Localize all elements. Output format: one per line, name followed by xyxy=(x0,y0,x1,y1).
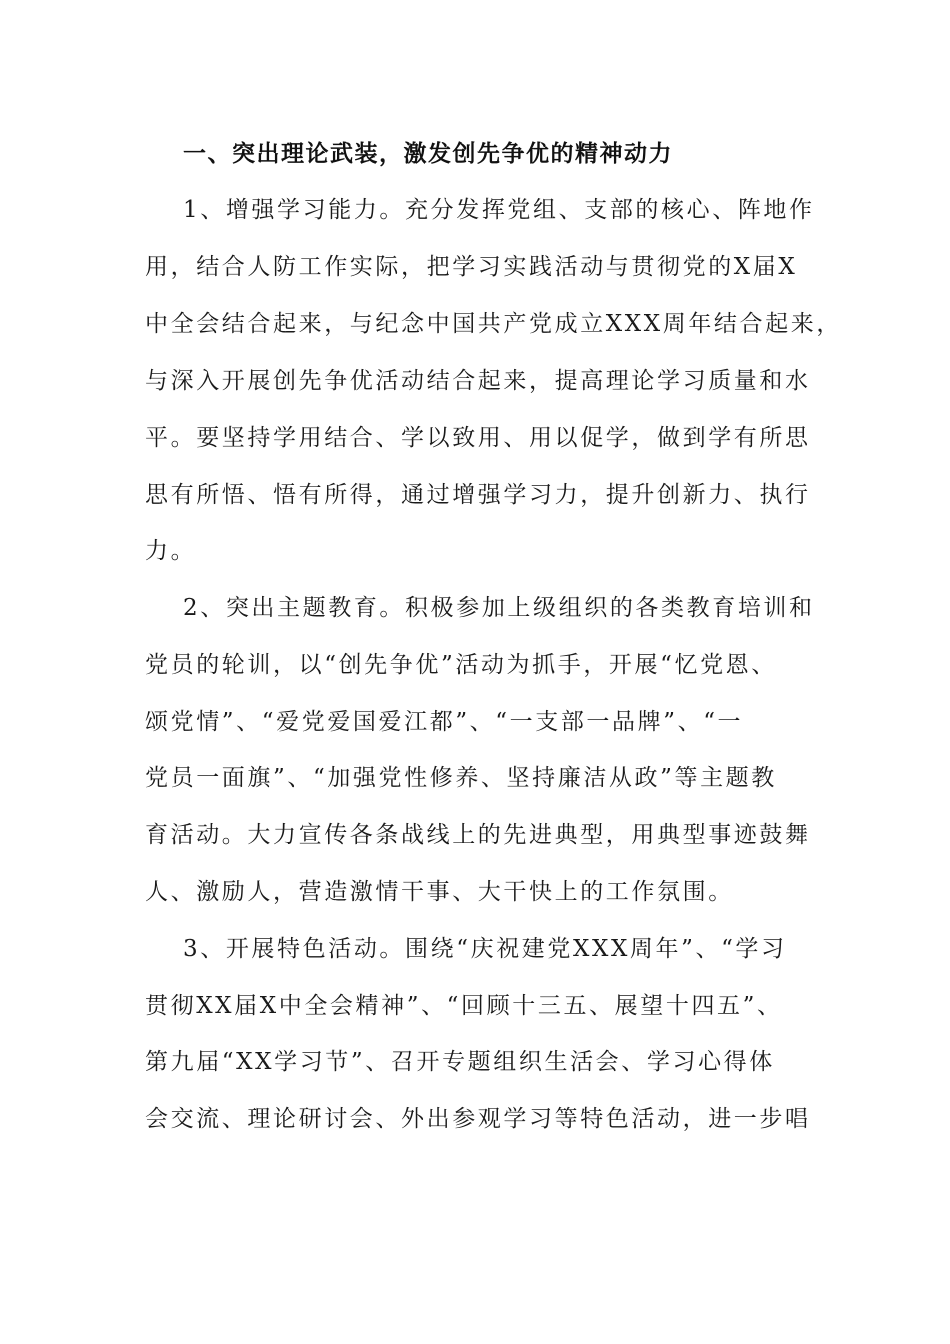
paragraph-1-line-6: 思有所悟、悟有所得，通过增强学习力，提升创新力、执行 xyxy=(145,482,811,508)
paragraph-2-line-6: 人、激励人，营造激情干事、大干快上的工作氛围。 xyxy=(145,879,734,905)
paragraph-1-line-7: 力。 xyxy=(145,538,197,564)
paragraph-1-line-1: 1、增强学习能力。充分发挥党组、支部的核心、阵地作 xyxy=(183,197,815,223)
paragraph-2-line-1: 2、突出主题教育。积极参加上级组织的各类教育培训和 xyxy=(183,595,815,621)
paragraph-1-line-5: 平。要坚持学用结合、学以致用、用以促学，做到学有所思 xyxy=(145,425,811,451)
paragraph-2-line-5: 育活动。大力宣传各条战线上的先进典型，用典型事迹鼓舞 xyxy=(145,822,811,848)
paragraph-1-line-3: 中全会结合起来，与纪念中国共产党成立XXX周年结合起来， xyxy=(145,311,842,337)
paragraph-3-line-4: 会交流、理论研讨会、外出参观学习等特色活动，进一步唱 xyxy=(145,1106,811,1132)
paragraph-2-line-2: 党员的轮训，以“创先争优”活动为抓手，开展“忆党恩、 xyxy=(145,652,777,678)
paragraph-3-line-2: 贯彻XX届X中全会精神”、“回顾十三五、展望十四五”、 xyxy=(145,993,783,1019)
paragraph-3-line-3: 第九届“XX学习节”、召开专题组织生活会、学习心得体 xyxy=(145,1049,775,1075)
paragraph-2-line-3: 颂党情”、“爱党爱国爱江都”、“一支部一品牌”、“一 xyxy=(145,709,744,735)
section-heading: 一、突出理论武装，激发创先争优的精神动力 xyxy=(183,140,673,167)
paragraph-2-line-4: 党员一面旗”、“加强党性修养、坚持廉洁从政”等主题教 xyxy=(145,765,777,791)
paragraph-3-line-1: 3、开展特色活动。围绕“庆祝建党XXX周年”、“学习 xyxy=(183,936,787,962)
paragraph-1-line-2: 用，结合人防工作实际，把学习实践活动与贯彻党的X届X xyxy=(145,254,798,280)
paragraph-1-line-4: 与深入开展创先争优活动结合起来，提高理论学习质量和水 xyxy=(145,368,811,394)
